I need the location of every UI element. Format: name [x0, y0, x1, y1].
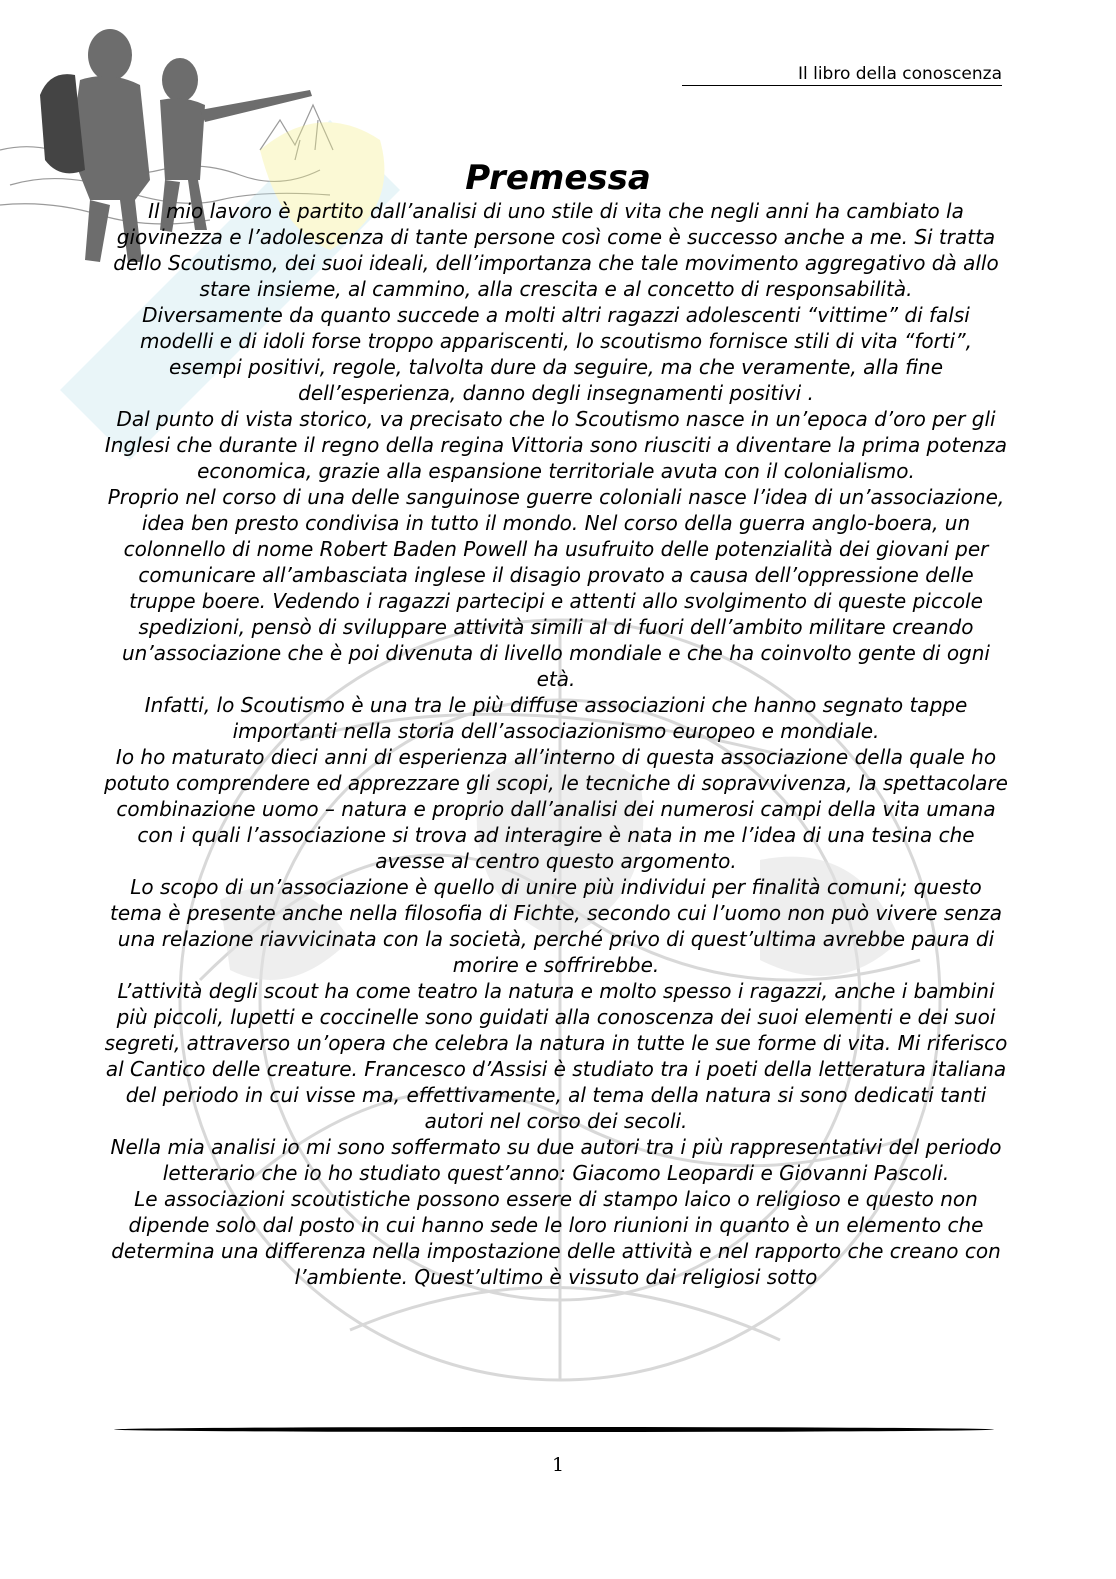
paragraph: Diversamente da quanto succede a molti altri ragazzi adolescenti “vittime” di falsi modelli e di idoli forse troppo appariscenti, lo scoutismo fornisce stili di vita “forti”, esempi positivi, regole, talvolta dure da seguire, ma che veramente, alla fine dell’esperienza, danno degli insegnamenti positivi .	[140, 303, 972, 405]
paragraph: Io ho maturato dieci anni di esperienza all’interno di questa associazione della quale ho potuto comprendere ed apprezzare gli scopi, le tecniche di sopravvivenza, la spettacolare combinazione uomo – natura e proprio dall’analisi dei numerosi campi della vita umana con i quali l’associazione si trova ad interagire è nata in me l’idea di una tesina che avesse al centro questo argomento.	[104, 745, 1008, 873]
paragraph: Infatti, lo Scoutismo è una tra le più diffuse associazioni che hanno segnato tappe importanti nella storia dell’associazionismo europeo e mondiale.	[144, 693, 968, 743]
paragraph: Lo scopo di un’associazione è quello di unire più individui per finalità comuni; questo tema è presente anche nella filosofia di Fichte, secondo cui l’uomo non può vivere senza una relazione riavvicinata con la società, perché privo di quest’ultima avrebbe paura di morire e soffrirebbe.	[109, 875, 1002, 977]
running-header: Il libro della conoscenza	[682, 64, 1002, 86]
paragraph: L’attività degli scout ha come teatro la natura e molto spesso i ragazzi, anche i bambini più piccoli, lupetti e coccinelle sono guidati alla conoscenza dei suoi elementi e dei suoi segreti, attraverso un’opera che celebra la natura in tutte le sue forme di vita. Mi riferisco al Cantico delle creature. Francesco d’Assisi è studiato tra i poeti della letteratura italiana del periodo in cui visse ma, effettivamente, al tema della natura si sono dedicati tanti autori nel corso dei secoli.	[104, 979, 1008, 1133]
body-text	[104, 198, 1008, 1290]
footer-divider	[114, 1427, 994, 1432]
paragraph: Proprio nel corso di una delle sanguinose guerre coloniali nasce l’idea di un’associazione, idea ben presto condivisa in tutto il mondo. Nel corso della guerra anglo-boera, un colonnello di nome Robert Baden Powell ha usufruito delle potenzialità dei giovani per comunicare all’ambasciata inglese il disagio provato a causa dell’oppressione delle truppe boere. Vedendo i ragazzi partecipi e attenti allo svolgimento di queste piccole spedizioni, pensò di sviluppare attività simili al di fuori dell’ambito militare creando un’associazione che è poi divenuta di livello mondiale e che ha coinvolto gente di ogni età.	[107, 485, 1005, 691]
paragraph: Nella mia analisi io mi sono soffermato su due autori tra i più rappresentativi del periodo letterario che io ho studiato quest’anno: Giacomo Leopardi e Giovanni Pascoli.	[110, 1135, 1002, 1185]
page-title: Premessa	[465, 158, 651, 198]
paragraph: Dal punto di vista storico, va precisato che lo Scoutismo nasce in un’epoca d’oro per gli Inglesi che durante il regno della regina Vittoria sono riusciti a diventare la prima potenza economica, grazie alla espansione territoriale avuta con il colonialismo.	[104, 407, 1008, 483]
paragraph: Il mio lavoro è partito dall’analisi di uno stile di vita che negli anni ha cambiato la giovinezza e l’adolescenza di tante persone così come è successo anche a me. Si tratta dello Scoutismo, dei suoi ideali, dell’importanza che tale movimento aggregativo dà allo stare insieme, al cammino, alla crescita e al concetto di responsabilità.	[113, 199, 999, 301]
page-number: 1	[551, 1454, 565, 1476]
paragraph: Le associazioni scoutistiche possono essere di stampo laico o religioso e questo non dipende solo dal posto in cui hanno sede le loro riunioni in quanto è un elemento che determina una differenza nella impostazione delle attività e nel rapporto che creano con l’ambiente. Quest’ultimo è vissuto dai religiosi sotto	[111, 1187, 1001, 1289]
